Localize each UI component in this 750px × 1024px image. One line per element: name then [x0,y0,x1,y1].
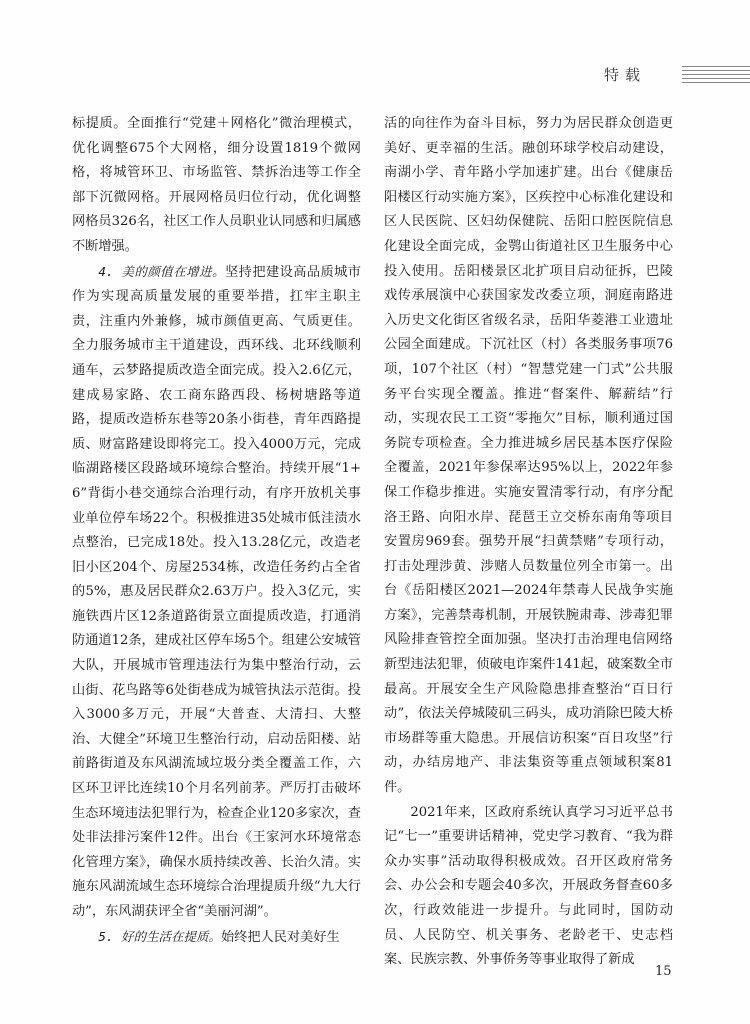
section-heading-4: 4. 美的颜值在增进。 [98,263,226,279]
section-5-body: 始终把人民对美好生 [220,929,340,945]
left-paragraph-1: 标提质。全面推行“党建＋网格化”微治理模式，优化调整675个大网格，细分设置1819个微网格，将城管环卫、市场监管、禁拆治违等工作全部下沉微网格。开展网格员归位行动，优化调整网格员326名，社区工作人员职业认同感和归属感不断增强。 [72,116,361,254]
left-text-column [72,112,361,950]
right-text-column [384,112,673,973]
section-heading-5: 5. 好的生活在提质。 [98,928,221,944]
right-paragraph-2: 2021年来，区政府系统认真学习习近平总书记“七一”重要讲话精神，党史学习教育、“我为群众办实事”活动取得积极成效。召开区政府常务会、办公会和专题会40多次，开展政务督查60多次，行政效能进一步提升。与此同时，国防动员、人民防空、机关事务、老龄老干、史志档案、民族宗教、外事侨务等事业取得了新成 [384,804,673,968]
section-4-body: 坚持把建设高品质城市作为实现高质量发展的重要举措，扛牢主职主责，注重内外兼修，城市颜值更高、气质更佳。全力服务城市主干道建设，西环线、北环线顺利通车，云梦路提质改造全面完成。投入2.6亿元，建成易家路、农工商东路西段、杨树塘路等道路，提质改造桥东巷等20条小街巷，青年西路提质、财富路建设即将完工。投入4000万元，完成临湖路楼区段路域环境综合整治。持续开展“1+6”背街小巷交通综合治理行动，有序开放机关事业单位停车场22个。积极推进35处城市低洼渍水点整治，已完成18处。投入13.28亿元，改造老旧小区204个、房屋2534栋，改造任务约占全省的5%，惠及居民群众2.63万户。投入3亿元，实施铁西片区12条道路街景立面提质改造，打通消防通道12条，建成社区停车场5个。组建公安城管大队，开展城市管理违法行为集中整治行动，云山街、花鸟路等6处街巷成为城管执法示范街。投入3000多万元，开展“大普查、大清扫、大整治、大健全”环境卫生整治行动，启动岳阳楼、站前路街道及东风湖流域垃圾分类全覆盖工作，六区环卫评比连续10个月名列前茅。严厉打击破坏生态环境违法犯罪行为，检查企业120多家次，查处非法排污案件12件。出台《王家河水环境常态化管理方案》，确保水质持续改善、长治久清。实施东风湖流域生态环境综合治理提质升级“九大行动”，东风湖获评全省“美丽河湖”。 [72,264,361,919]
right-paragraph-1: 活的向往作为奋斗目标，努力为居民群众创造更美好、更幸福的生活。融创环球学校启动建设，南湖小学、青年路小学加速扩建。出台《健康岳阳楼区行动实施方案》，区疾控中心标准化建设和区人民医院、区妇幼保健院、岳阳口腔医院信息化建设全面完成，金鹗山街道社区卫生服务中心投入使用。岳阳楼景区北扩项目启动征拆，巴陵戏传承展演中心获国家发改委立项，洞庭南路进入历史文化街区省级名录，岳阳华菱港工业遗址公园全面建成。下沉社区（村）各类服务事项76项，107个社区（村）“智慧党建一门式”公共服务平台实现全覆盖。推进“督案件、解薪结”行动，实现农民工工资“零拖欠”目标，顺利通过国务院专项检查。全力推进城乡居民基本医疗保险全覆盖，2021年参保率达95%以上，2022年参保工作稳步推进。实施安置清零行动，有序分配洛王路、向阳水岸、琵琶王立交桥东南角等项目安置房969套。强势开展“扫黄禁赌”专项行动，打击处理涉黄、涉赌人员数量位列全市第一。出台《岳阳楼区2021—2024年禁毒人民战争实施方案》，完善禁毒机制，开展铁腕肃毒、涉毒犯罪风险排查管控全面加强。坚决打击治理电信网络新型违法犯罪，侦破电诈案件141起，破案数全市最高。开展安全生产风险隐患排查整治“百日行动”，依法关停城陵矶三码头，成功消除巴陵大桥市场群等重大隐患。开展信访积案“百日攻坚”行动，办结房地产、非法集资等重点领域积案81件。 [384,116,673,796]
left-paragraph-3 [72,925,361,951]
page-number: 15 [655,964,672,979]
left-paragraph-2 [72,260,361,925]
header-decorative-rule [682,66,750,86]
section-header-label: 特载 [604,66,647,84]
